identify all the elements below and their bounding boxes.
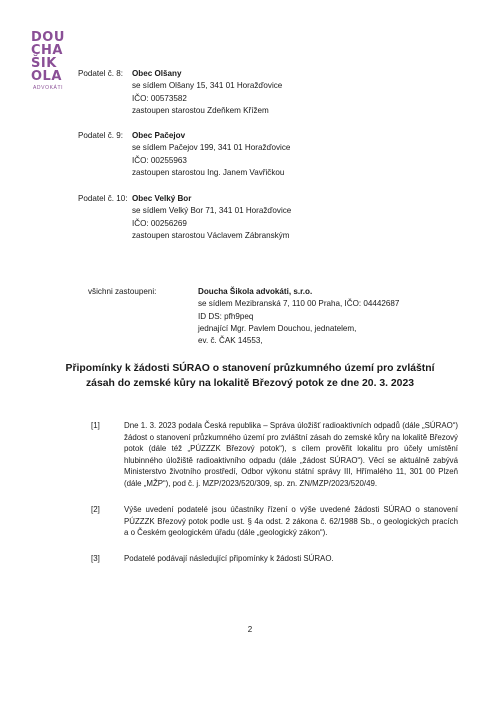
law-firm-cak: ev. č. ČAK 14553, [198,336,263,346]
logo-line: ŠIK [31,56,57,71]
law-firm-acting: jednající Mgr. Pavlem Douchou, jednatelem, [198,323,357,333]
party-representative: zastoupen starostou Ing. Janem Vavřičkou [132,168,285,178]
paragraph-number: [2] [91,505,100,514]
party-representative: zastoupen starostou Zdeňkem Křížem [132,106,269,116]
party-name: Obec Velký Bor [132,194,192,203]
party-representative: zastoupen starostou Václavem Zábranským [132,231,290,241]
party-label: Podatel č. 9: [78,131,123,140]
firm-logo [31,31,79,91]
paragraph-text: Podatelé podávají následující připomínky k žádosti SÚRAO. [124,554,334,563]
party-name: Obec Olšany [132,69,182,78]
party-ico: IČO: 00573582 [132,93,187,103]
title-line: Připomínky k žádosti SÚRAO o stanovení průzkumného území pro zvláštní [65,363,435,374]
party-address: se sídlem Olšany 15, 341 01 Horažďovice [132,81,283,91]
page-number: 2 [247,625,253,634]
law-firm-data-box: ID DS: pfh9peq [198,311,254,321]
representation-block [198,286,458,347]
title-line: zásah do zemské kůry na lokalitě Březový potok ze dne 20. 3. 2023 [85,377,415,389]
law-firm-address: se sídlem Mezibranská 7, 110 00 Praha, IČO: 04442687 [198,299,400,309]
logo-subtitle: ADVOKÁTI [33,85,64,91]
logo-line: OLA [31,69,62,84]
representation-label: všichni zastoupeni: [88,287,157,296]
logo-line: DOU [31,30,65,45]
party-ico: IČO: 00256269 [132,218,187,228]
party-name: Obec Pačejov [132,131,186,140]
party-ico: IČO: 00255963 [132,155,187,165]
paragraph-text: Dne 1. 3. 2023 podala Česká republika – Správa úložišť radioaktivních odpadů (dále „SÚRAO“) žádost o stanovení průzkumného území pro zvláštní zásah do zemské kůry na lokalitě Březový potok (dále též „PÚZZZK Březový potok“), s cílem prověřit lokalitu pro účely umístění hlubinného úložiště radioaktivního odpadu (dále „žádost SÚRAO“). Věcí se aktuálně zabývá Ministerstvo životního prostředí, Odbor výkonu státní správy III, Hřímalého 11, 301 00 Plzeň (dále „MŽP“), pod č. j. MZP/2023/520/309, sp. zn. ZN/MZP/2023/520/49. [124,421,458,488]
party-label: Podatel č. 8: [78,69,123,78]
law-firm-name: Doucha Šikola advokáti, s.r.o. [198,287,313,296]
party-address: se sídlem Pačejov 199, 341 01 Horažďovice [132,143,291,153]
logo-line: CHA [31,43,63,58]
document-title [40,362,460,391]
paragraph-number: [1] [91,421,100,430]
party-address: se sídlem Velký Bor 71, 341 01 Horažďovice [132,206,292,216]
party-label: Podatel č. 10: [78,194,128,203]
paragraph-text: Výše uvedení podatelé jsou účastníky řízení o výše uvedené žádosti SÚRAO o stanovení PÚZZZK Březový potok podle ust. § 4a odst. 2 zákona č. 62/1988 Sb., o geologických pracích a o Českém geologickém úřadu (dále „geologický zákon“). [124,505,458,538]
paragraph-number: [3] [91,554,100,563]
